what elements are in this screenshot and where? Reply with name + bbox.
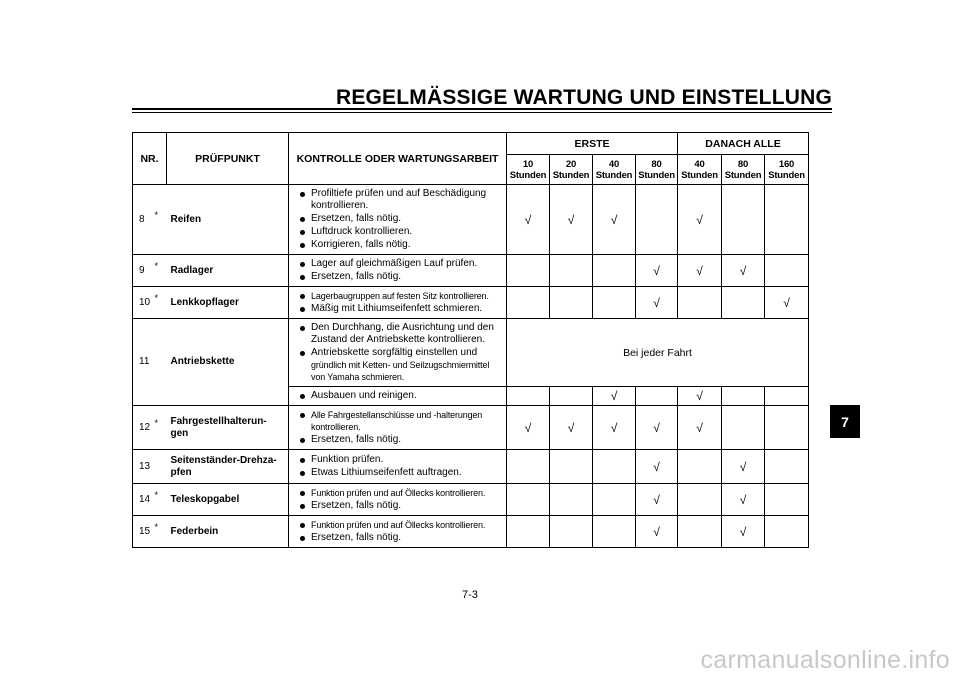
row-actions	[289, 516, 507, 548]
check-mark: √	[678, 387, 722, 406]
check-mark: √	[636, 484, 678, 516]
header-interval: 10 Stunden	[507, 155, 550, 185]
watermark: carmanualsonline.info	[700, 646, 950, 674]
action-item: Korrigieren, falls nötig.	[297, 239, 502, 251]
check-mark: √	[507, 185, 550, 255]
empty-cell	[765, 450, 809, 484]
header-action: KONTROLLE ODER WARTUNGSARBEIT	[289, 133, 507, 185]
empty-cell	[593, 516, 636, 548]
empty-cell	[765, 516, 809, 548]
row-item: Antriebskette	[167, 319, 289, 406]
check-mark: √	[550, 406, 593, 450]
empty-cell	[765, 387, 809, 406]
empty-cell	[550, 287, 593, 319]
action-item: Antriebskette sorgfältig einstellen und gründlich mit Ketten- und Seilzugschmiermittel von Yamaha schmieren.	[297, 347, 502, 383]
check-mark: √	[765, 287, 809, 319]
empty-cell	[507, 484, 550, 516]
empty-cell	[765, 484, 809, 516]
row-star: *	[155, 484, 167, 516]
row-item: Lenkkopflager	[167, 287, 289, 319]
row-item: Federbein	[167, 516, 289, 548]
empty-cell	[722, 185, 765, 255]
action-item: Ersetzen, falls nötig.	[297, 213, 502, 225]
action-item: Etwas Lithiumseifenfett auftragen.	[297, 467, 502, 479]
header-item: PRÜFPUNKT	[167, 133, 289, 185]
header-interval: 20 Stunden	[550, 155, 593, 185]
row-star: *	[155, 516, 167, 548]
header-interval: 160 Stunden	[765, 155, 809, 185]
row-item: Reifen	[167, 185, 289, 255]
action-item: Alle Fahrgestellanschlüsse und -halterungen kontrollieren.	[297, 409, 502, 433]
table-row	[133, 255, 809, 287]
row-star: *	[155, 287, 167, 319]
empty-cell	[593, 450, 636, 484]
action-item: Ersetzen, falls nötig.	[297, 271, 502, 283]
row-actions	[289, 255, 507, 287]
empty-cell	[550, 387, 593, 406]
action-item: Funktion prüfen.	[297, 454, 502, 466]
action-item: Ersetzen, falls nötig.	[297, 532, 502, 544]
empty-cell	[593, 484, 636, 516]
action-item: Ersetzen, falls nötig.	[297, 500, 502, 512]
check-mark: √	[636, 406, 678, 450]
merged-interval-text: Bei jeder Fahrt	[507, 319, 809, 387]
action-item: Luftdruck kontrollieren.	[297, 226, 502, 238]
action-item: Lagerbaugruppen auf festen Sitz kontrollieren.	[297, 290, 502, 302]
action-item: Funktion prüfen und auf Öllecks kontrollieren.	[297, 487, 502, 499]
header-initial: ERSTE	[507, 133, 678, 155]
row-actions	[289, 406, 507, 450]
check-mark: √	[636, 516, 678, 548]
table-row	[133, 319, 809, 387]
empty-cell	[765, 185, 809, 255]
empty-cell	[678, 450, 722, 484]
empty-cell	[636, 387, 678, 406]
check-mark: √	[593, 185, 636, 255]
empty-cell	[507, 255, 550, 287]
row-number: 11	[133, 319, 155, 406]
empty-cell	[550, 516, 593, 548]
chapter-tab: 7	[830, 405, 860, 438]
table-row	[133, 450, 809, 484]
row-number: 15	[133, 516, 155, 548]
check-mark: √	[593, 406, 636, 450]
check-mark: √	[636, 450, 678, 484]
row-item: Seitenständer-Drehza-pfen	[167, 450, 289, 484]
row-number: 14	[133, 484, 155, 516]
check-mark: √	[722, 516, 765, 548]
header-interval: 80 Stunden	[636, 155, 678, 185]
row-star	[155, 319, 167, 406]
row-actions	[289, 319, 507, 387]
action-continuation: gründlich mit Ketten- und Seilzugschmiermittel von Yamaha schmieren.	[311, 360, 490, 382]
check-mark: √	[507, 406, 550, 450]
action-item: Mäßig mit Lithiumseifenfett schmieren.	[297, 303, 502, 315]
empty-cell	[678, 484, 722, 516]
empty-cell	[765, 255, 809, 287]
check-mark: √	[722, 484, 765, 516]
row-actions	[289, 450, 507, 484]
row-number: 13	[133, 450, 155, 484]
check-mark: √	[722, 255, 765, 287]
row-actions	[289, 287, 507, 319]
empty-cell	[593, 255, 636, 287]
page-title: REGELMÄSSIGE WARTUNG UND EINSTELLUNG	[335, 86, 832, 109]
check-mark: √	[593, 387, 636, 406]
row-number: 12	[133, 406, 155, 450]
header-nr: NR.	[133, 133, 167, 185]
table-row	[133, 516, 809, 548]
action-item: Ersetzen, falls nötig.	[297, 434, 502, 446]
row-star: *	[155, 406, 167, 450]
table-row	[133, 406, 809, 450]
row-star: *	[155, 185, 167, 255]
check-mark: √	[678, 255, 722, 287]
maintenance-table	[132, 132, 809, 548]
check-mark: √	[636, 287, 678, 319]
empty-cell	[636, 185, 678, 255]
action-item: Den Durchhang, die Ausrichtung und den Zustand der Antriebskette kontrollieren.	[297, 322, 502, 346]
empty-cell	[507, 450, 550, 484]
header-interval: 40 Stunden	[593, 155, 636, 185]
title-rule	[132, 108, 832, 113]
check-mark: √	[550, 185, 593, 255]
row-actions	[289, 185, 507, 255]
empty-cell	[550, 255, 593, 287]
row-actions	[289, 484, 507, 516]
empty-cell	[507, 387, 550, 406]
action-item: Funktion prüfen und auf Öllecks kontrollieren.	[297, 519, 502, 531]
action-item: Ausbauen und reinigen.	[297, 390, 502, 402]
table-row	[133, 185, 809, 255]
action-item: Lager auf gleichmäßigen Lauf prüfen.	[297, 258, 502, 270]
row-item: Radlager	[167, 255, 289, 287]
check-mark: √	[678, 185, 722, 255]
row-star	[155, 450, 167, 484]
row-item: Fahrgestellhalterun-gen	[167, 406, 289, 450]
maintenance-table-container	[132, 132, 808, 548]
row-number: 8	[133, 185, 155, 255]
header-interval: 80 Stunden	[722, 155, 765, 185]
empty-cell	[722, 387, 765, 406]
header-every: DANACH ALLE	[678, 133, 809, 155]
empty-cell	[593, 287, 636, 319]
empty-cell	[507, 516, 550, 548]
action-item: Profiltiefe prüfen und auf Beschädigung kontrollieren.	[297, 188, 502, 212]
page-number: 7-3	[462, 589, 478, 601]
table-row	[133, 484, 809, 516]
empty-cell	[550, 484, 593, 516]
row-actions	[289, 387, 507, 406]
table-row	[133, 287, 809, 319]
check-mark: √	[636, 255, 678, 287]
header-interval: 40 Stunden	[678, 155, 722, 185]
empty-cell	[678, 516, 722, 548]
row-number: 9	[133, 255, 155, 287]
empty-cell	[722, 406, 765, 450]
row-item: Teleskopgabel	[167, 484, 289, 516]
empty-cell	[507, 287, 550, 319]
row-number: 10	[133, 287, 155, 319]
empty-cell	[765, 406, 809, 450]
empty-cell	[722, 287, 765, 319]
empty-cell	[678, 287, 722, 319]
row-star: *	[155, 255, 167, 287]
check-mark: √	[678, 406, 722, 450]
check-mark: √	[722, 450, 765, 484]
empty-cell	[550, 450, 593, 484]
